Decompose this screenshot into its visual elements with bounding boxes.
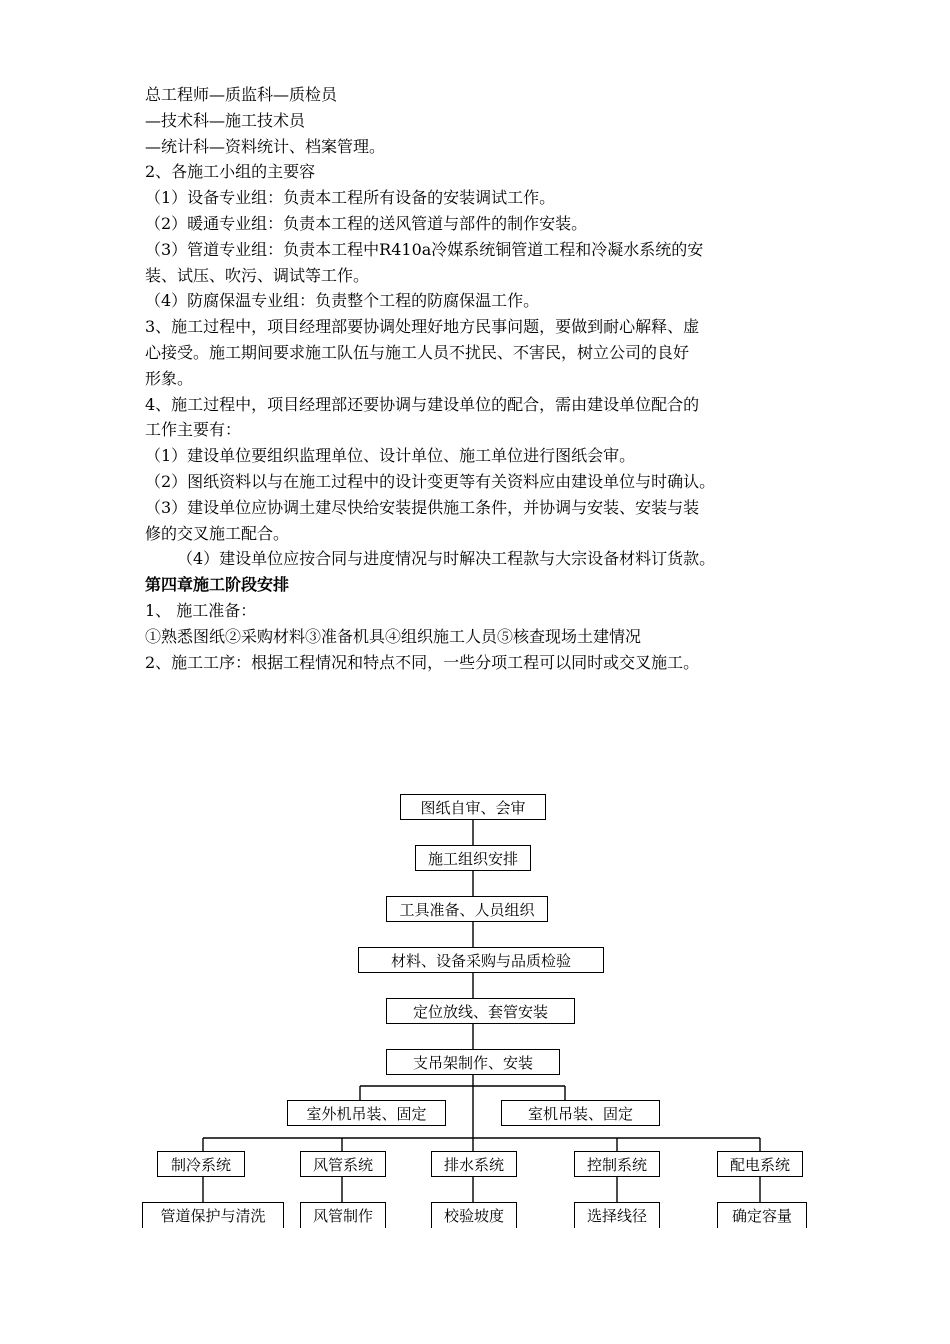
coop-item-1: （1）建设单位要组织监理单位、设计单位、施工单位进行图纸会审。	[145, 446, 636, 466]
flow-step-supports: 支吊架制作、安装	[386, 1049, 560, 1075]
flow-system-duct: 风管系统	[300, 1151, 386, 1177]
group-item-2: （2）暖通专业组：负责本工程的送风管道与部件的制作安装。	[145, 213, 588, 233]
flow-step-review: 图纸自审、会审	[400, 794, 546, 820]
flow-system-drainage: 排水系统	[431, 1151, 517, 1177]
org-line-3: —统计科—资料统计、档案管理。	[145, 136, 386, 156]
section-4-line-2: 工作主要有：	[145, 420, 242, 440]
group-item-3-line-1: （3）管道专业组：负责本工程中R410a冷媒系统铜管道工程和冷凝水系统的安	[145, 239, 704, 259]
coop-item-4: （4）建设单位应按合同与进度情况与时解决工程款与大宗设备材料订货款。	[177, 549, 716, 569]
org-line-2: —技术科—施工技术员	[145, 110, 306, 130]
group-item-3-line-2: 装、试压、吹污、调试等工作。	[145, 265, 370, 285]
flow-task-pipe-protection: 管道保护与清洗	[142, 1202, 284, 1228]
section-3-line-2: 心接受。施工期间要求施工队伍与施工人员不扰民、不害民，树立公司的良好	[145, 342, 690, 362]
org-line-1: 总工程师—质监科—质检员	[145, 85, 338, 104]
flow-step-materials: 材料、设备采购与品质检验	[358, 947, 604, 973]
section-3-line-3: 形象。	[145, 368, 194, 388]
flow-task-capacity: 确定容量	[717, 1202, 807, 1228]
coop-item-3-line-1: （3）建设单位应协调土建尽快给安装提供施工条件，并协调与安装、安装与装	[145, 497, 700, 517]
flow-indoor-unit: 室机吊装、固定	[501, 1100, 660, 1126]
coop-item-3-line-2: 修的交叉施工配合。	[145, 523, 290, 543]
process-line: 2、施工工序：根据工程情况和特点不同，一些分项工程可以同时或交叉施工。	[145, 652, 700, 672]
flow-step-tools: 工具准备、人员组织	[386, 896, 548, 922]
flow-task-wire-size: 选择线径	[574, 1202, 660, 1228]
coop-item-2: （2）图纸资料以与在施工过程中的设计变更等有关资料应由建设单位与时确认。	[145, 471, 716, 491]
prep-items: ①熟悉图纸②采购材料③准备机具④组织施工人员⑤核查现场土建情况	[145, 626, 642, 646]
section-2-title: 2、各施工小组的主要容	[145, 162, 316, 182]
flow-system-refrigeration: 制冷系统	[157, 1151, 245, 1177]
group-item-1: （1）设备专业组：负责本工程所有设备的安装调试工作。	[145, 188, 556, 208]
flow-step-organize: 施工组织安排	[415, 845, 531, 871]
chapter-heading: 第四章施工阶段安排	[145, 575, 290, 595]
flow-task-slope-check: 校验坡度	[431, 1202, 517, 1228]
flow-outdoor-unit: 室外机吊装、固定	[287, 1100, 446, 1126]
flow-task-duct-making: 风管制作	[300, 1202, 386, 1228]
flow-system-power: 配电系统	[717, 1151, 803, 1177]
section-3-line-1: 3、施工过程中，项目经理部要协调处理好地方民事问题，要做到耐心解释、虚	[145, 317, 700, 337]
flow-system-control: 控制系统	[574, 1151, 660, 1177]
prep-title: 1、 施工准备：	[145, 600, 257, 620]
flow-step-positioning: 定位放线、套管安装	[386, 998, 575, 1024]
group-item-4: （4）防腐保温专业组：负责整个工程的防腐保温工作。	[145, 291, 540, 311]
section-4-line-1: 4、施工过程中，项目经理部还要协调与建设单位的配合，需由建设单位配合的	[145, 394, 700, 414]
